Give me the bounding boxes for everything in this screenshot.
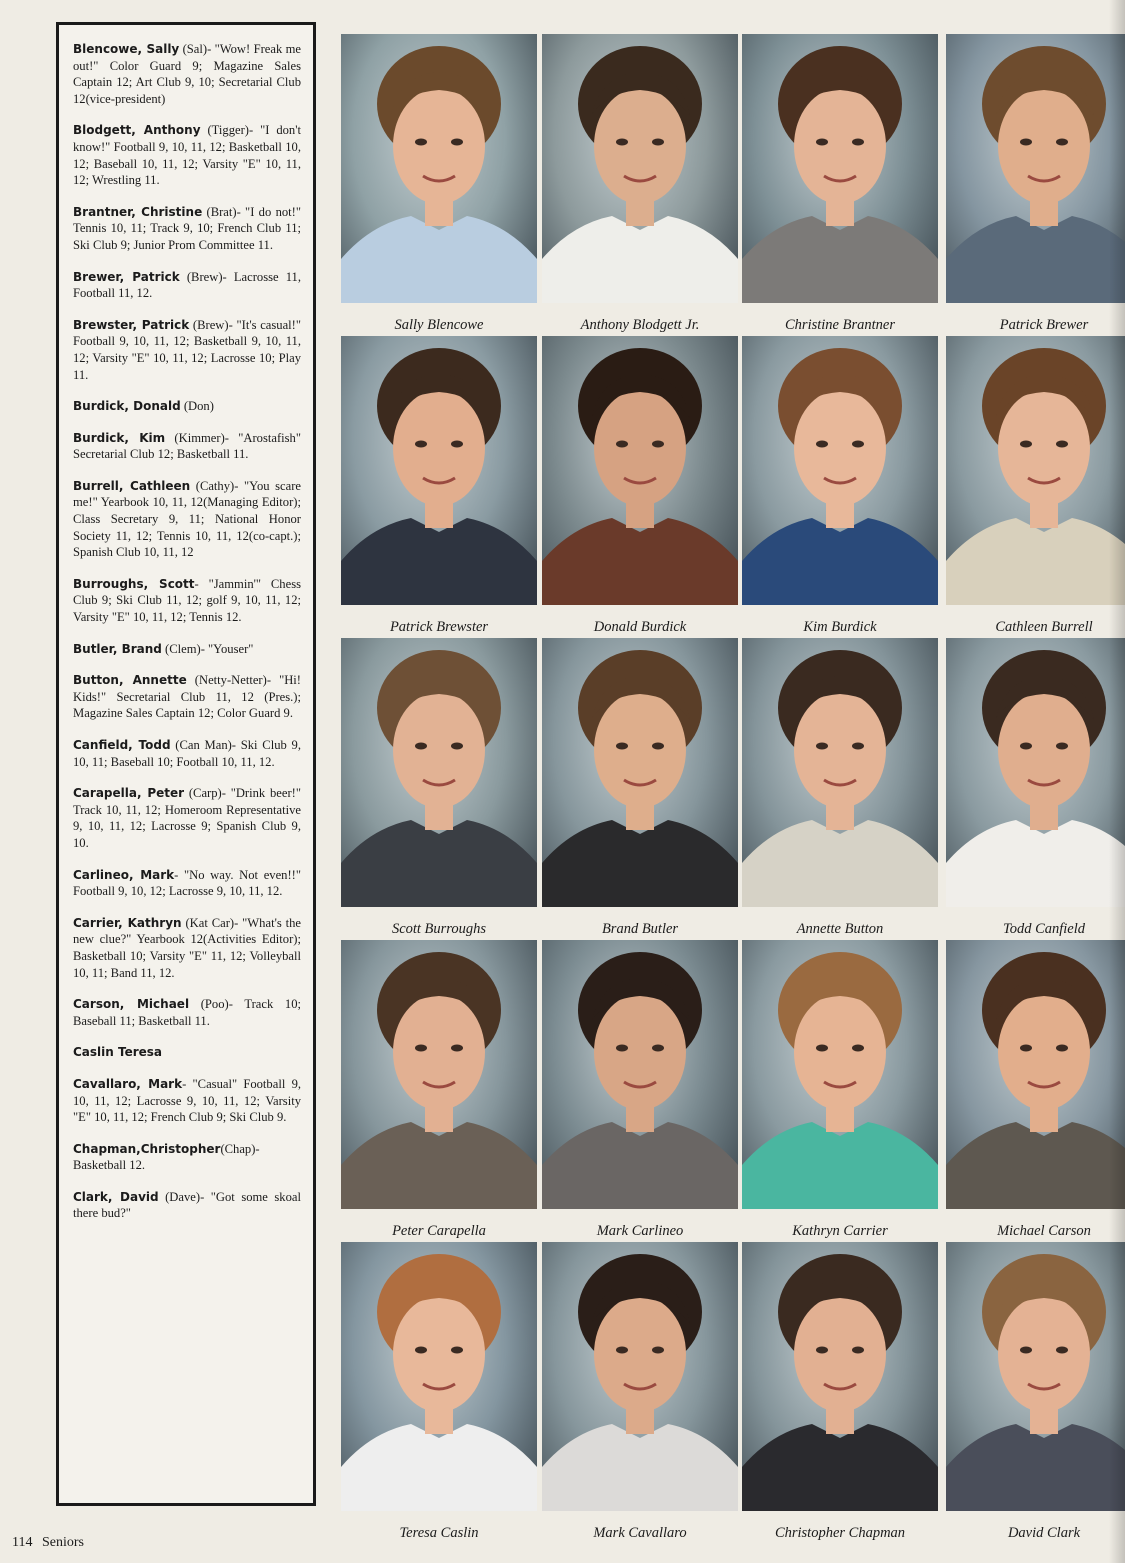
senior-bio-text: - "Casual" Football 9, 10, 11, 12; Lacrosse 9, 10, 11, 12; Varsity "E" 10, 11, 12; French Club 9; Ski Club 9. <box>73 1076 302 1125</box>
senior-portrait <box>341 940 537 1209</box>
senior-portrait <box>542 638 738 907</box>
senior-bio-name: Blodgett, Anthony <box>73 123 201 138</box>
senior-bio-entry <box>73 785 301 851</box>
senior-bio-name: Brantner, Christine <box>73 204 203 219</box>
senior-bio-entry <box>73 204 301 254</box>
senior-bio-entry <box>73 430 301 463</box>
senior-bio-text: (Kimmer)- "Arostafish" Secretarial Club 12; Basketball 11. <box>73 430 301 462</box>
senior-bio-entry <box>73 41 301 107</box>
senior-bio-name: Carlineo, Mark <box>73 867 175 882</box>
portrait-caption: Kathryn Carrier <box>792 1223 888 1239</box>
portrait-caption: David Clark <box>1007 1525 1081 1541</box>
senior-bio-panel <box>56 22 316 1506</box>
senior-portrait <box>341 336 537 605</box>
senior-bio-entry <box>73 1076 301 1126</box>
senior-bio-text: (Tigger)- "I don't know!" Football 9, 10, 11, 12; Basketball 10, 12; Baseball 10, 11, 12; Varsity "E" 10, 11, 12; Wrestling 11. <box>73 123 301 188</box>
senior-bio-name: Carapella, Peter <box>73 786 185 801</box>
senior-portrait <box>946 336 1125 605</box>
portrait-caption: Sally Blencowe <box>394 317 484 333</box>
senior-bio-name: Butler, Brand <box>73 641 162 656</box>
senior-bio-name: Canfield, Todd <box>73 738 171 752</box>
senior-portrait <box>742 336 938 605</box>
senior-bio-text: (Can Man)- Ski Club 9, 10, 11; Baseball 10; Football 10, 11, 12. <box>73 738 302 769</box>
senior-bio-text: - "Jammin'" Chess Club 9; Ski Club 11, 12; golf 9, 10, 11, 12; Varsity "E" 10, 11, 12; Tennis 12. <box>73 576 301 625</box>
senior-bio-name: Burdick, Donald <box>73 399 181 414</box>
portrait-caption: Cathleen Burrell <box>995 619 1093 635</box>
portrait-caption: Annette Button <box>796 921 884 937</box>
portrait-caption: Donald Burdick <box>593 619 687 635</box>
senior-bio-entry <box>73 867 301 900</box>
senior-bio-text: (Netty-Netter)- "Hi! Kids!" Secretarial Club 11, 12 (Pres.); Magazine Sales Captain 12; Color Guard 9. <box>73 673 302 721</box>
page-footer <box>12 1535 90 1551</box>
senior-bio-text: (Cathy)- "You scare me!" Yearbook 10, 11, 12(Managing Editor); Class Secretary 9, 11; National Honor Society 11, 12; Tennis 10, 11, 12(co-capt.); Spanish Club 10, 11, 12 <box>73 478 301 560</box>
portrait-caption: Teresa Caslin <box>399 1525 479 1541</box>
senior-bio-text: (Chap)-Basketball 12. <box>73 1141 260 1173</box>
portrait-caption: Kim Burdick <box>803 619 877 635</box>
senior-bio-text: (Sal)- "Wow! Freak me out!" Color Guard 9; Magazine Sales Captain 12; Art Club 9, 10; Secretarial Club 12(vice-president) <box>73 42 301 106</box>
page-number: 114 <box>12 1535 33 1550</box>
senior-portrait <box>542 336 738 605</box>
senior-bio-entry <box>73 478 301 561</box>
senior-bio-entry <box>73 1044 301 1061</box>
senior-bio-entry <box>73 269 301 302</box>
senior-bio-text: (Clem)- "Youser" <box>161 641 254 656</box>
senior-bio-entry <box>73 122 301 188</box>
senior-portrait <box>946 1242 1125 1511</box>
senior-portrait <box>341 1242 537 1511</box>
senior-portrait <box>946 638 1125 907</box>
senior-bio-text: (Brat)- "I do not!" Tennis 10, 11; Track 9, 10; French Club 11; Ski Club 9; Junior Prom Committee 11. <box>73 204 301 252</box>
senior-bio-name: Clark, David <box>73 1189 159 1204</box>
portrait-caption: Patrick Brewster <box>389 619 489 635</box>
senior-bio-entry <box>73 576 301 626</box>
senior-bio-text: (Carp)- "Drink beer!" Track 10, 11, 12; Homeroom Representative 9, 10, 11, 12; Lacrosse 9; Spanish Club 9, 10. <box>73 786 301 850</box>
senior-portrait <box>542 940 738 1209</box>
portrait-caption: Christine Brantner <box>785 317 895 333</box>
senior-bio-text: (Kat Car)- "What's the new clue?" Yearbook 12(Activities Editor); Basketball 10; Varsity "E" 11, 12; Volleyball 10, 11; Band 11, 12. <box>73 915 302 980</box>
senior-bio-name: Burrell, Cathleen <box>73 478 191 493</box>
senior-bio-text: (Dave)- "Got some skoal there bud?" <box>73 1189 301 1221</box>
portrait-caption: Anthony Blodgett Jr. <box>580 317 700 333</box>
senior-bio-entry <box>73 996 301 1029</box>
senior-bio-name: Button, Annette <box>73 673 187 688</box>
senior-portrait <box>946 34 1125 303</box>
senior-bio-name: Carrier, Kathryn <box>73 915 182 930</box>
senior-portrait <box>742 1242 938 1511</box>
senior-portrait <box>341 34 537 303</box>
senior-bio-entry <box>73 317 301 383</box>
portrait-caption: Peter Carapella <box>392 1223 486 1239</box>
senior-bio-entry <box>73 1189 301 1222</box>
portrait-caption: Todd Canfield <box>1002 921 1086 937</box>
senior-bio-text: - "No way. Not even!!" Football 9, 10, 12; Lacrosse 9, 10, 11, 12. <box>73 867 301 899</box>
senior-bio-entry <box>73 1141 301 1174</box>
senior-bio-entry <box>73 641 301 658</box>
senior-bio-name: Blencowe, Sally <box>73 42 180 56</box>
senior-bio-name: Carson, Michael <box>73 997 190 1012</box>
portrait-caption: Christopher Chapman <box>774 1525 906 1541</box>
portrait-caption: Brand Butler <box>601 921 679 937</box>
senior-bio-entry <box>73 672 301 722</box>
senior-portrait <box>542 34 738 303</box>
senior-bio-name: Burdick, Kim <box>73 430 166 445</box>
portrait-caption: Mark Carlineo <box>596 1223 684 1239</box>
senior-bio-entry <box>73 737 301 770</box>
portrait-caption: Michael Carson <box>997 1223 1091 1239</box>
senior-portrait <box>341 638 537 907</box>
binding-shadow <box>1109 0 1125 1563</box>
senior-portrait <box>946 940 1125 1209</box>
portrait-caption: Patrick Brewer <box>999 317 1089 333</box>
senior-bio-entry <box>73 915 301 981</box>
senior-bio-name: Caslin Teresa <box>73 1045 163 1060</box>
senior-bio-entry <box>73 398 301 415</box>
senior-bio-text: (Brew)- Lacrosse 11, Football 11, 12. <box>73 269 301 301</box>
section-name: Seniors <box>41 1535 84 1550</box>
portrait-caption: Mark Cavallaro <box>593 1525 687 1541</box>
senior-portrait <box>542 1242 738 1511</box>
senior-portrait <box>742 638 938 907</box>
senior-bio-name: Cavallaro, Mark <box>73 1076 183 1091</box>
senior-bio-text: (Don) <box>180 399 214 414</box>
senior-bio-name: Chapman,Christopher <box>73 1141 221 1156</box>
senior-portrait <box>742 34 938 303</box>
senior-bio-name: Brewer, Patrick <box>73 269 180 284</box>
senior-portrait <box>742 940 938 1209</box>
portrait-caption: Scott Burroughs <box>391 921 487 937</box>
senior-bio-name: Brewster, Patrick <box>73 317 190 332</box>
senior-bio-text: (Brew)- "It's casual!" Football 9, 10, 11, 12; Basketball 9, 10, 11, 12; Varsity "E" 10, 11, 12; Lacrosse 10; Play 11. <box>73 317 301 382</box>
senior-bio-name: Burroughs, Scott <box>73 576 195 591</box>
senior-bio-text: (Poo)- Track 10; Baseball 11; Basketball 11. <box>73 997 301 1028</box>
